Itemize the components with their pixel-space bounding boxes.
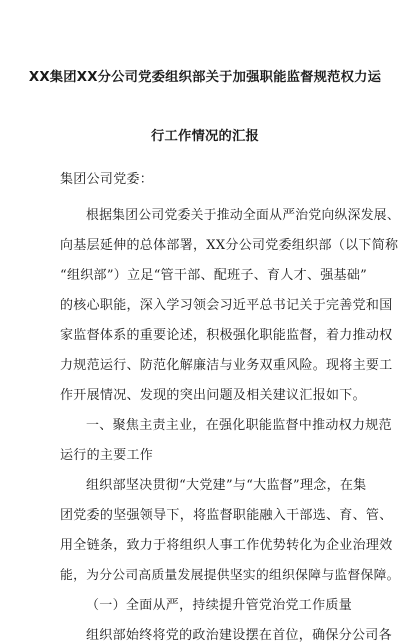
salutation: 集团公司党委： — [60, 172, 154, 187]
document-title-line-1: XX集团XX分公司党委组织部关于加强职能监督规范权力运 — [28, 70, 382, 85]
body-line: 组织部始终将党的政治建设摆在首位，确保分公司各 — [86, 628, 392, 643]
body-line: 根据集团公司党委关于推动全面从严治党向纵深发展、 — [86, 208, 400, 223]
section-heading-line: 运行的主要工作 — [60, 448, 154, 463]
body-line: 作开展情况、发现的突出问题及相关建议汇报如下。 — [60, 388, 366, 403]
body-line: 力规范运行、防范化解廉洁与业务双重风险。现将主要工 — [60, 358, 393, 373]
body-line: 能，为分公司高质量发展提供坚实的组织保障与监督保障。 — [60, 568, 400, 583]
body-line: 的核心职能，深入学习领会习近平总书记关于完善党和国 — [60, 298, 393, 313]
section-heading-line: 一、聚焦主责主业，在强化职能监督中推动权力规范 — [86, 418, 392, 433]
body-line: “组织部”）立足“管干部、配班子、育人才、强基础” — [60, 268, 368, 283]
body-line: 组织部坚决贯彻“大党建”与“大监督”理念，在集 — [86, 478, 367, 493]
body-line: 团党委的坚强领导下，将监督职能融入干部选、育、管、 — [60, 508, 393, 523]
body-line: 家监督体系的重要论述，积极强化职能监督，着力推动权 — [60, 328, 393, 343]
body-line: 向基层延伸的总体部署，XX分公司党委组织部（以下简称 — [60, 238, 399, 253]
document-title-line-2: 行工作情况的汇报 — [151, 129, 259, 144]
subsection-heading: （一）全面从严，持续提升管党治党工作质量 — [86, 598, 353, 613]
body-line: 用全链条，致力于将组织人事工作优势转化为企业治理效 — [60, 538, 393, 553]
